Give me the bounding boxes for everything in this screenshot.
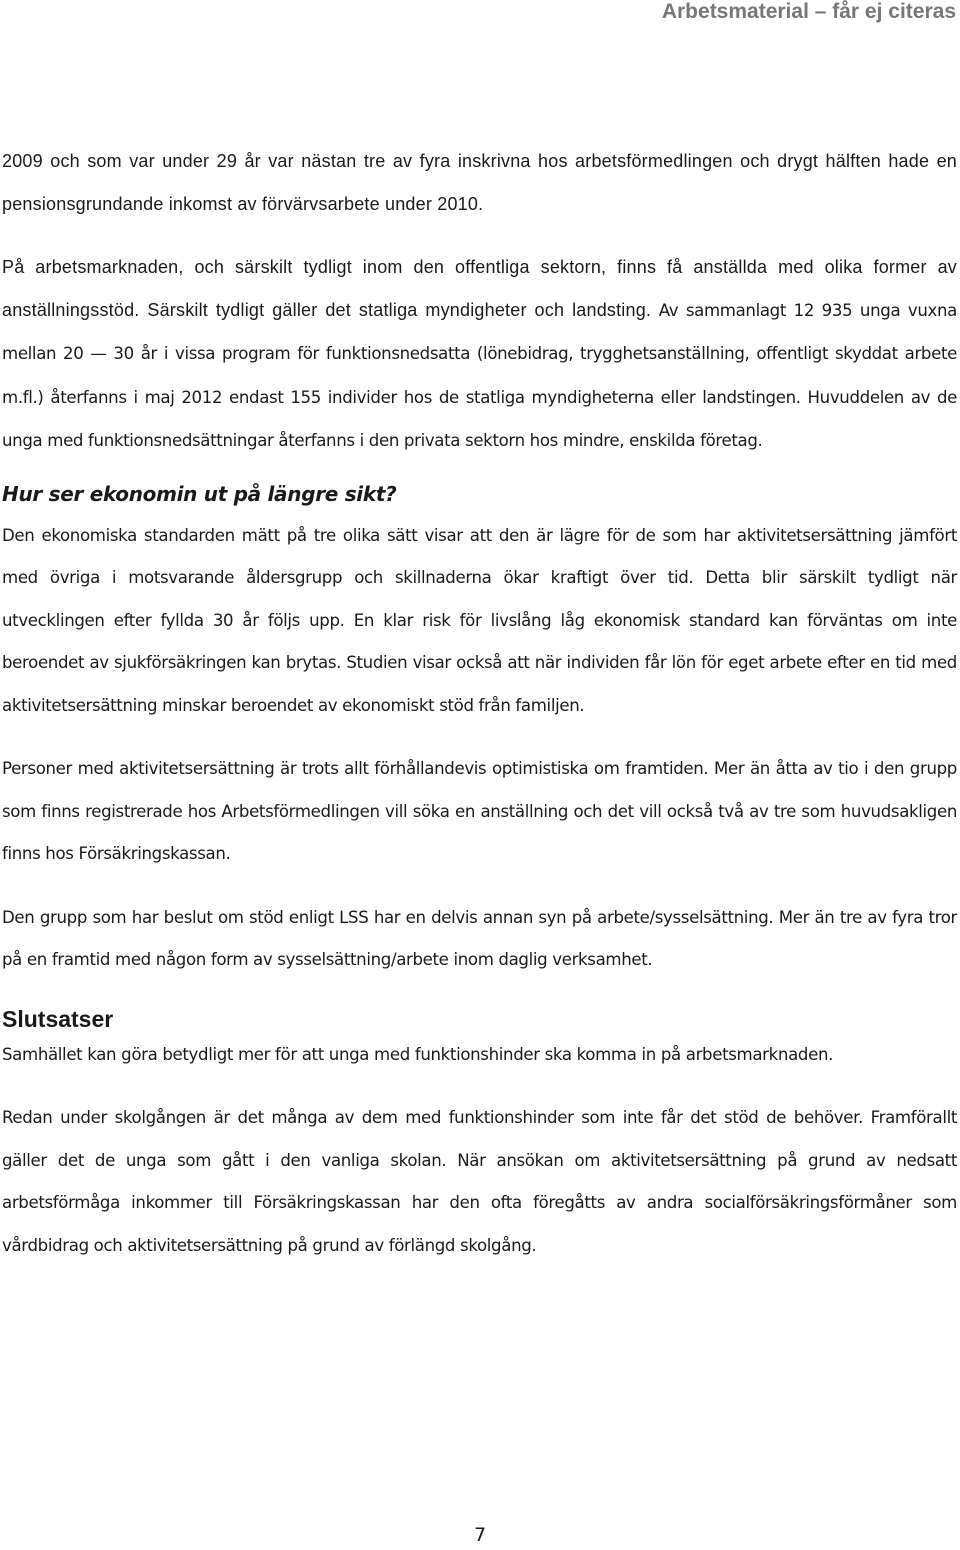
section-gap [2,463,957,473]
section-title-conclusions: Slutsatser [2,1005,114,1032]
paragraph-intro: 2009 och som var under 29 år var nästan tre av fyra inskrivna hos arbetsförmedlingen och drygt hälften hade en pensionsgrundande inkomst av förvärvsarbete under 2010. [2,151,957,214]
paragraph-gap [2,225,957,246]
section-title-economy: Hur ser ekonomin ut på längre sikt? [2,481,397,506]
paragraph-optimism: Personer med aktivitetsersättning är trots allt förhållandevis optimistiska om framtiden. Mer än åtta av tio i den grupp som finns registrerade hos Arbetsförmedlingen vill söka en anställning och det vill också två av tre som huvudsakligen finns hos Försäkringskassan. [2,759,957,863]
paragraph-labour-market [2,246,957,463]
paragraph-labour-market-part1: På arbetsmarknaden, och särskilt tydligt inom den offentliga sektorn, finns få anställda med olika former av anställningsstöd. Särskilt tydligt gäller det statliga myndigheter och landsting. [2,257,957,320]
paragraph-conclusion-1: Samhället kan göra betydligt mer för att unga med funktionshinder ska komma in på arbetsmarknaden. [2,1044,834,1064]
section-gap [2,982,957,992]
paragraph-lss-group: Den grupp som har beslut om stöd enligt LSS har en delvis annan syn på arbete/sysselsättning. Mer än tre av fyra tror på en framtid med någon form av sysselsättning/arbete inom daglig verksamhet. [2,907,957,969]
page-header-watermark: Arbetsmaterial – får ej citeras [661,0,956,23]
paragraph-gap [2,876,957,897]
document-body [2,140,957,1267]
page-number: 7 [473,1524,487,1546]
paragraph-labour-market-part2: Av sammanlagt 12 935 unga vuxna mellan 20 — 30 år i vissa program för funktionsnedsatta (lönebidrag, trygghetsanställning, offentligt skyddat arbete m.fl.) återfanns i maj 2012 endast 155 individer hos de statliga myndigheterna eller landstingen. Huvuddelen av de unga med funktionsnedsättningar återfanns i den privata sektorn hos mindre, enskilda företag. [2,300,957,450]
paragraph-gap [2,1076,957,1097]
paragraph-economy-standard: Den ekonomiska standarden mätt på tre olika sätt visar att den är lägre för de som har aktivitetsersättning jämfört med övriga i motsvarande åldersgrupp och skillnaderna ökar kraftigt över tid. Detta blir särskilt tydligt när utvecklingen efter fyllda 30 år följs upp. En klar risk för livslång låg ekonomisk standard kan förväntas om inte beroendet av sjukförsäkringen kan brytas. Studien visar också att när individen får lön för eget arbete efter en tid med aktivitetsersättning minskar beroendet av ekonomiskt stöd från familjen. [2,525,957,715]
paragraph-conclusion-2: Redan under skolgången är det många av dem med funktionshinder som inte får det stöd de behöver. Framförallt gäller det de unga som gått i den vanliga skolan. När ansökan om aktivitetsersättning på grund av nedsatt arbetsförmåga inkommer till Försäkringskassan har den ofta föregåtts av andra socialförsäkringsförmåner som vårdbidrag och aktivitetsersättning på grund av förlängd skolgång. [2,1108,957,1255]
paragraph-gap [2,727,957,748]
